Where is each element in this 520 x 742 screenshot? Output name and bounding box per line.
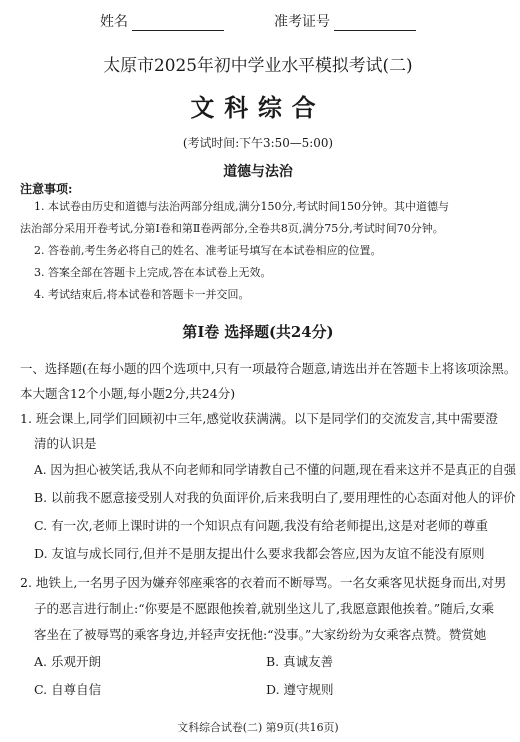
q1-stem-line-1: 1. 班会课上,同学们回顾初中三年,感觉收获满满。以下是同学们的交流发言,其中需要澄 [20,411,498,426]
section-title: 第Ⅰ卷 选择题(共24分) [182,323,334,341]
notice-item-3: 3. 答案全部在答题卡上完成,答在本试卷上无效。 [34,266,272,279]
q1-option-a: A. 因为担心被笑话,我从不向老师和同学请教自己不懂的问题,现在看来这并不是真正的自强 [34,462,516,477]
q1-stem-line-2: 清的认识是 [34,436,97,451]
q2-stem-line-1: 2. 地铁上,一名男子因为嫌弃邻座乘客的衣着而不断辱骂。一名女乘客见状挺身而出,对男 [20,575,507,590]
name-blank [132,16,224,31]
instructions-line-2: 本大题含12个小题,每小题2分,共24分) [20,386,236,401]
q2-stem-line-2: 子的恶言进行制止:“你要是不愿跟他挨着,就别坐这儿了,我愿意跟他挨着。”随后,女乘 [34,601,495,616]
subject-title: 道德与法治 [223,164,293,180]
notice-item-2: 2. 答卷前,考生务必将自己的姓名、准考证号填写在本试卷相应的位置。 [34,244,382,257]
exam-subtitle: 文科综合 [190,93,326,122]
instructions-line-1: 一、选择题(在每小题的四个选项中,只有一项最符合题意,请选出并在答题卡上将该项涂黑。 [20,361,517,376]
name-label: 姓名 [100,14,128,30]
notice-item-1-line-1: 1. 本试卷由历史和道德与法治两部分组成,满分150分,考试时间150分钟。其中道德与 [34,200,449,213]
q2-option-d: D. 遵守规则 [266,682,334,697]
q2-option-b: B. 真诚友善 [266,654,334,669]
notice-item-4: 4. 考试结束后,将本试卷和答题卡一并交回。 [34,288,250,301]
q2-option-c: C. 自尊自信 [34,682,102,697]
q2-stem-line-3: 客坐在了被辱骂的乘客身边,并轻声安抚他:“没事。”大家纷纷为女乘客点赞。赞赏她 [34,627,487,642]
page-footer: 文科综合试卷(二) 第9页(共16页) [177,721,339,734]
exam-time: (考试时间:下午3:50—5:00) [182,136,334,150]
notice-item-1-line-2: 法治部分采用开卷考试,分第Ⅰ卷和第Ⅱ卷两部分,全卷共8页,满分75分,考试时间70分钟。 [20,222,444,235]
q1-option-b: B. 以前我不愿意接受别人对我的负面评价,后来我明白了,要用理性的心态面对他人的评价 [34,490,516,505]
exam-title: 太原市2025年初中学业水平模拟考试(二) [103,56,413,76]
q1-option-c: C. 有一次,老师上课时讲的一个知识点有问题,我没有给老师提出,这是对老师的尊重 [34,518,488,533]
exam-number-field [274,11,416,31]
q2-option-a: A. 乐观开朗 [34,654,101,669]
q1-option-d: D. 友谊与成长同行,但并不是朋友提出什么要求我都会答应,因为友谊不能没有原则 [34,546,485,561]
name-field [100,11,224,31]
exam-number-label: 准考证号 [274,14,330,30]
notice-heading: 注意事项: [20,182,73,196]
exam-number-blank [334,16,416,31]
